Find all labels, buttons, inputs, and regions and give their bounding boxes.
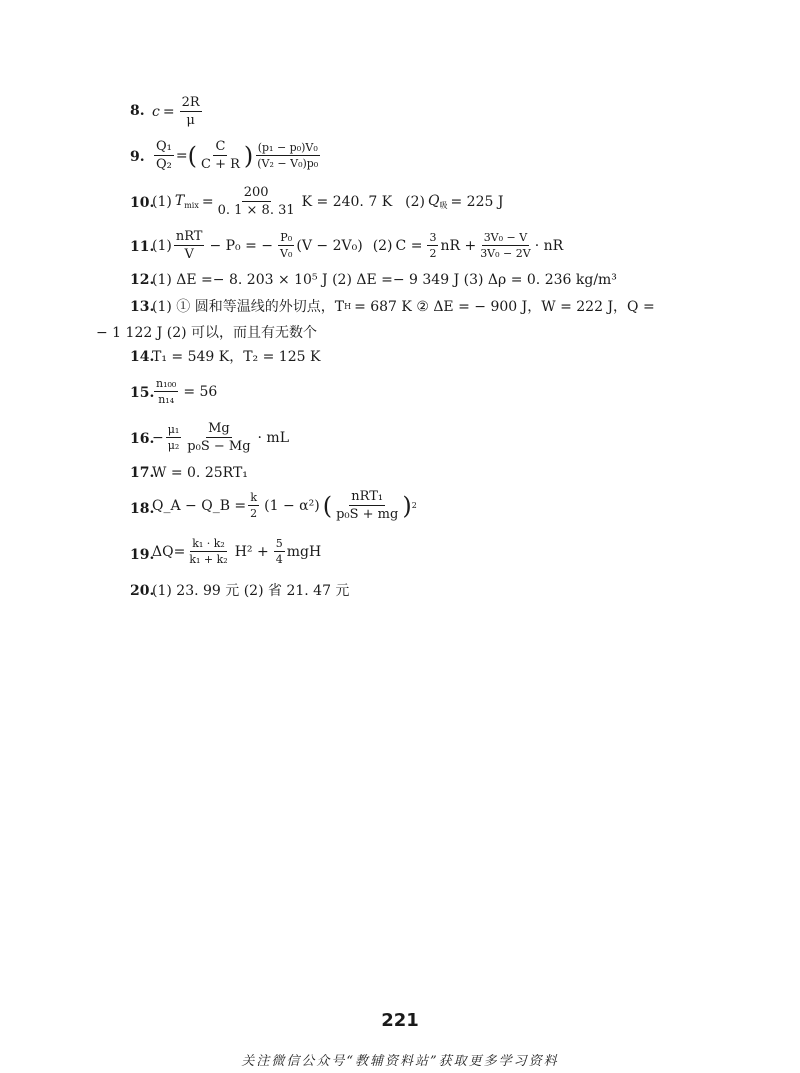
denominator: p₀S − Mg: [187, 439, 251, 454]
paren-left: (: [187, 141, 197, 170]
fraction: [185, 422, 252, 453]
numerator: Q₁: [156, 139, 172, 154]
denominator: 4: [275, 553, 283, 566]
numerator: C: [215, 139, 226, 154]
numerator: nRT: [175, 229, 203, 244]
part-label: (1): [152, 237, 172, 254]
answer-number: 9.: [130, 149, 145, 165]
denominator: 3V₀ − 2V: [480, 247, 531, 260]
part-label: (1): [152, 193, 172, 210]
part-label: (2): [405, 193, 425, 210]
fraction: [427, 232, 438, 259]
numerator: n₁₀₀: [156, 377, 177, 390]
fraction: [174, 230, 205, 261]
denominator: 2: [250, 507, 258, 520]
numerator: P₀: [280, 231, 293, 244]
answer-number: 20.: [130, 583, 155, 599]
answer-text: (1) ① 圆和等温线的外切点，T: [152, 299, 345, 315]
answer-text: = 687 K ② ΔE = − 900 J，W = 222 J，Q =: [354, 299, 655, 315]
fraction: [255, 142, 320, 169]
fraction: [334, 490, 400, 521]
expression: (V − 2V₀): [296, 237, 363, 254]
symbol-q: Q: [428, 192, 440, 209]
numerator: k: [250, 491, 257, 504]
answer-number: 14.: [130, 349, 155, 365]
exponent: 2: [411, 500, 417, 510]
denominator: p₀S + mg: [336, 507, 399, 522]
numerator: 3: [429, 231, 437, 244]
answer-text: T₁ = 549 K，T₂ = 125 K: [152, 349, 321, 365]
fraction: [274, 538, 285, 565]
expression: mgH: [286, 543, 322, 560]
denominator: n₁₄: [158, 393, 175, 406]
fraction: [180, 96, 202, 127]
answer-number: 16.: [130, 431, 155, 447]
denominator: μ: [186, 113, 195, 128]
fraction: [154, 378, 178, 405]
paren-right: ): [243, 141, 254, 170]
denominator: Q₂: [156, 157, 172, 172]
expression: ΔQ=: [152, 543, 186, 560]
expression: nR +: [440, 237, 477, 254]
numerator: μ₁: [167, 423, 180, 436]
part-label: (2): [372, 237, 393, 254]
equals: =: [175, 147, 188, 164]
denominator: 0. 1 × 8. 31: [217, 203, 295, 218]
subscript: mix: [184, 200, 199, 210]
answer-number: 12.: [130, 272, 155, 288]
result: K = 240. 7 K: [301, 193, 393, 210]
subscript: H: [344, 302, 352, 311]
equals: =: [201, 193, 214, 210]
denominator: V₀: [280, 247, 293, 260]
answer-number: 10.: [130, 195, 155, 211]
answer-number: 15.: [130, 385, 155, 401]
paren-left: (: [322, 491, 333, 520]
result: = 56: [183, 383, 218, 400]
numerator: 2R: [181, 95, 200, 110]
numerator: k₁ · k₂: [192, 537, 225, 550]
answer-text: W = 0. 25RT₁: [152, 465, 248, 481]
expression: C =: [395, 237, 423, 254]
answer-number: 8.: [130, 103, 145, 119]
fraction: [216, 186, 297, 217]
expression: (1 − α²): [264, 497, 320, 514]
answer-13-continuation: − 1 122 J (2) 可以，而且有无数个: [96, 325, 318, 341]
answer-text: (1) 23. 99 元 (2) 省 21. 47 元: [152, 583, 350, 599]
fraction: [478, 232, 533, 259]
result: = 225 J: [450, 193, 504, 210]
denominator: (V₂ − V₀)p₀: [257, 157, 319, 170]
expression: −: [152, 429, 164, 446]
footer-note: 关注微信公众号“教辅资料站”获取更多学习资料: [241, 1054, 559, 1069]
numerator: Mg: [208, 421, 230, 436]
numerator: 200: [243, 185, 269, 200]
denominator: μ₂: [167, 439, 180, 452]
symbol-c: c: [152, 103, 160, 120]
answer-number: 13.: [130, 299, 155, 315]
denominator: k₁ + k₂: [189, 553, 228, 566]
symbol-t: T: [174, 192, 185, 209]
fraction: [154, 140, 174, 171]
answer-number: 17.: [130, 465, 155, 481]
answer-text: (1) ΔE =− 8. 203 × 10⁵ J (2) ΔE =− 9 349 J (3) Δρ = 0. 236 kg/m³: [152, 272, 617, 288]
fraction: [187, 538, 229, 565]
answer-number: 11.: [130, 239, 155, 255]
subscript: 吸: [439, 200, 448, 210]
numerator: 5: [275, 537, 283, 550]
denominator: V: [184, 247, 194, 262]
expression: − P₀ = −: [209, 237, 274, 254]
numerator: nRT₁: [351, 489, 384, 504]
fraction: [248, 492, 259, 519]
equals: =: [162, 103, 175, 120]
denominator: 2: [429, 247, 437, 260]
fraction: [166, 424, 182, 451]
numerator: 3V₀ − V: [483, 231, 528, 244]
answer-number: 18.: [130, 501, 155, 517]
expression: Q_A − Q_B =: [152, 497, 247, 514]
expression: · mL: [257, 429, 290, 446]
fraction: [278, 232, 294, 259]
page-number: 221: [381, 1010, 419, 1031]
expression: H² +: [234, 543, 269, 560]
numerator: (p₁ − p₀)V₀: [257, 141, 318, 154]
paren-right: ): [402, 491, 412, 520]
fraction: [199, 140, 242, 171]
answer-number: 19.: [130, 547, 155, 563]
expression: · nR: [534, 237, 564, 254]
denominator: C + R: [200, 157, 240, 172]
